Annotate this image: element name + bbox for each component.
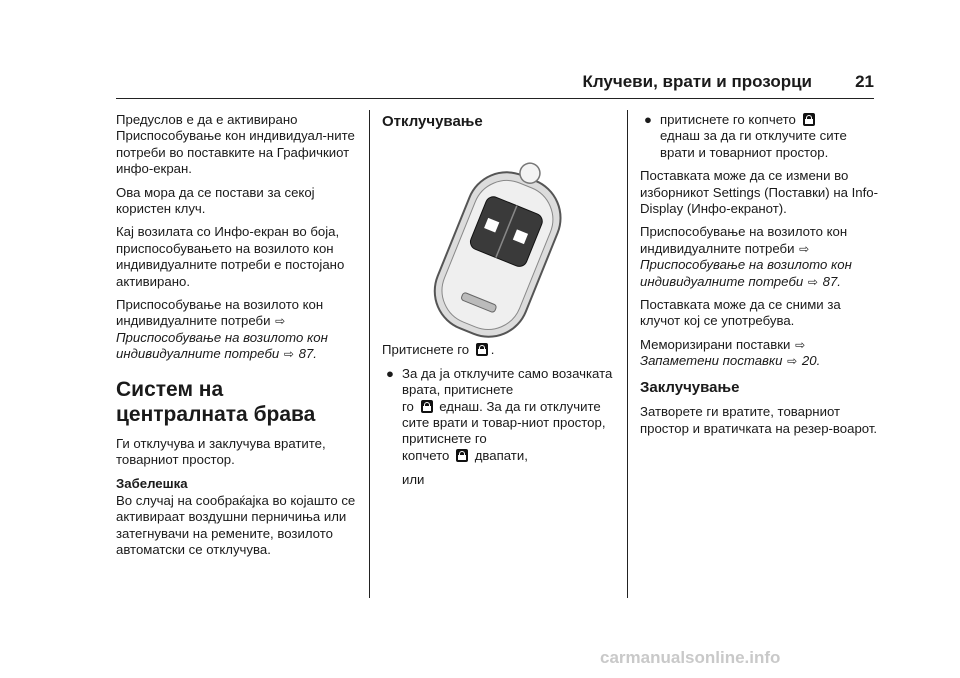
list-item-text: еднаш. За да ги отклучите сите врати и товар-ниот простор, притиснете го [402, 398, 606, 447]
paragraph-text: Притиснете го [382, 342, 470, 358]
unlock-button-icon [421, 400, 433, 413]
reference-arrow-icon: ⇨ [787, 354, 798, 369]
section-title-lock: Заклучување [640, 378, 740, 396]
cross-reference-link[interactable]: Запаметени поставки [640, 353, 783, 369]
key-fob-figure [382, 142, 624, 342]
reference-page: 20 [801, 353, 817, 369]
unlock-button-icon [456, 449, 468, 462]
unlock-button-icon [476, 343, 488, 356]
column-3 [640, 112, 882, 444]
column-1 [116, 112, 358, 566]
paragraph: Поставката може да се сними за клучот кој се употребува. [640, 297, 841, 329]
reference-arrow-icon: ⇨ [799, 241, 810, 256]
reference-arrow-icon: ⇨ [275, 314, 286, 329]
paragraph: Предуслов е да е активирано Приспособување кон индивидуал-ните потреби во поставките на Графичкиот инфо-екран. [116, 112, 355, 177]
list-item [382, 366, 624, 489]
list-item-text: еднаш за да ги отклучите сите врати и товарниот простор. [660, 128, 847, 160]
paragraph-text: Приспособување на возилото кон индивидуалните потреби [116, 297, 324, 329]
paragraph-text: Меморизирани поставки [640, 336, 791, 352]
list-item [640, 112, 882, 161]
list-item-text: или [402, 472, 425, 488]
reference-page: 87 [822, 273, 838, 289]
period: . [816, 353, 821, 369]
column-2 [382, 112, 624, 489]
paragraph: Кај возилата со Инфо-екран во боја, приспособувањето на возилото кон индивидуалните потреби е постојано активирано. [116, 224, 345, 289]
section-title-central-lock: Систем на централната брава [116, 377, 316, 426]
key-fob-icon [400, 142, 600, 342]
page-header [566, 72, 874, 94]
paragraph: Притиснете го . [382, 342, 495, 358]
section-title-unlock: Отклучување [382, 113, 483, 130]
paragraph [640, 224, 882, 290]
column-divider-2 [627, 110, 628, 598]
watermark: carmanualsonline.info [600, 648, 781, 667]
note-text: Во случај на сообраќајка во којашто се активираат воздушни перничиња или затегнувачи на ремените, возилото автоматски се отклучува. [116, 492, 356, 558]
list-item-text: копчето [402, 447, 450, 463]
list-item-text: двапати, [474, 447, 528, 463]
list-item-text: За да ја отклучите само возачката врата, притиснете [402, 365, 613, 398]
paragraph: Ова мора да се постави за секој користен клуч. [116, 184, 315, 217]
paragraph: Затворете ги вратите, товарниот простор и вратичката на резер-воарот. [640, 404, 878, 436]
unlock-button-icon [803, 113, 815, 126]
cross-reference-link[interactable]: Приспособување на возилото кон индивидуалните потреби [116, 329, 328, 362]
reference-page: 87 [298, 346, 314, 362]
reference-arrow-icon: ⇨ [807, 274, 818, 289]
paragraph-text: Приспособување на возилото кон индивидуалните потреби [640, 224, 848, 256]
paragraph: Ги отклучува и заклучува вратите, товарниот простор. [116, 435, 326, 468]
paragraph [116, 297, 358, 363]
list-item-text: го [402, 398, 414, 414]
cross-reference-link[interactable]: Приспособување на возилото кон индивидуалните потреби [640, 257, 852, 289]
paragraph: Поставката може да се измени во изборникот Settings (Поставки) на Info-Display (Инфо-екранот). [640, 168, 879, 217]
page-number: 21 [855, 72, 874, 91]
reference-arrow-icon: ⇨ [283, 347, 294, 362]
bullet: ● [386, 365, 394, 381]
header-title: Клучеви, врати и прозорци [582, 72, 812, 91]
column-divider-1 [369, 110, 370, 598]
header-rule [116, 98, 874, 99]
period: . [837, 273, 841, 289]
bullet: ● [644, 112, 652, 127]
note-title: Забелешка [116, 475, 188, 491]
reference-arrow-icon: ⇨ [795, 337, 806, 352]
period: . [313, 346, 317, 362]
list-item-text: притиснете го копчето [660, 112, 796, 127]
paragraph [640, 337, 882, 370]
